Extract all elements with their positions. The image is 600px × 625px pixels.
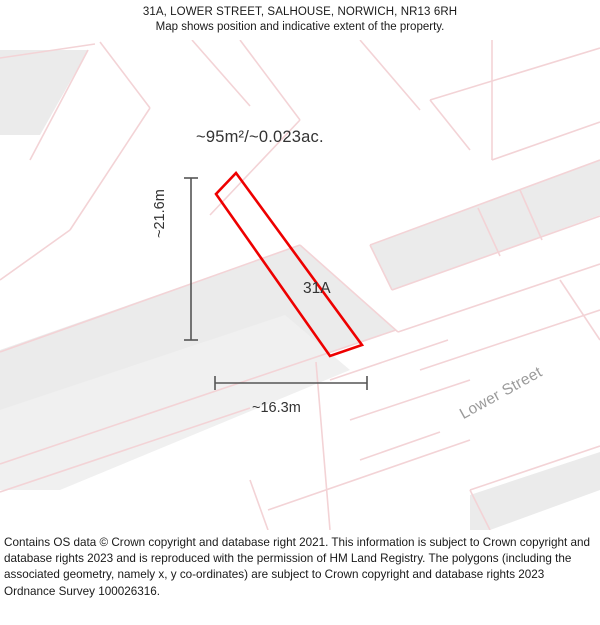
copyright-text: Contains OS data © Crown copyright and database right 2021. This information is subject to Crown copyright and database rights 2023 and is reproduced with the permission of HM Land Registry. The polygons (including the associated geometry, namely x, y co-ordinates) are subject to Crown copyright and database rights 2023 Ordnance Survey 100026316. [4, 536, 590, 598]
map-vector-layer [0, 40, 600, 530]
page-subtitle: Map shows position and indicative extent of the property. [155, 21, 445, 33]
street-name-label: Lower Street [457, 363, 546, 423]
height-dimension-label: ~21.6m [152, 189, 168, 238]
page-title: 31A, LOWER STREET, SALHOUSE, NORWICH, NR13 6RH [142, 6, 458, 18]
copyright-footer [0, 535, 600, 600]
header [0, 0, 600, 40]
area-label: ~95m²/~0.023ac. [196, 128, 324, 146]
plot-number-label: 31A [303, 280, 331, 297]
width-dimension-label: ~16.3m [252, 400, 301, 416]
building-blocks [0, 50, 600, 530]
map-canvas[interactable] [0, 40, 600, 530]
